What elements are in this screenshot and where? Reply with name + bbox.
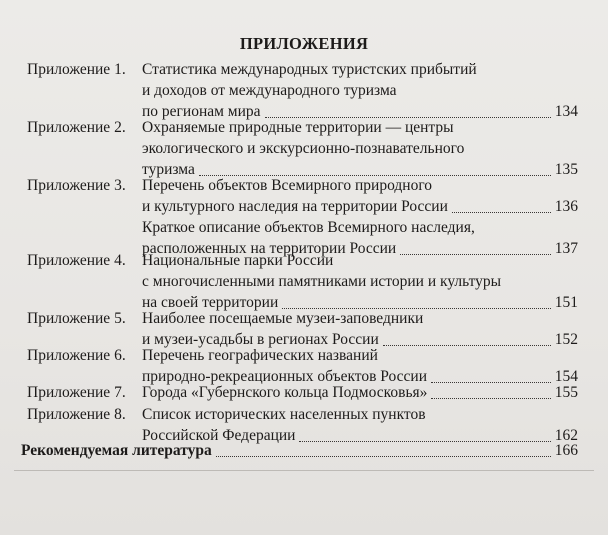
entry-line: Статистика международных туристских прибытий	[142, 61, 477, 78]
dot-leader	[216, 440, 551, 462]
entry-line: с многочисленными памятниками истории и культуры	[142, 273, 502, 290]
appendix-label: Приложение 5.	[27, 310, 126, 327]
page-rule	[14, 470, 594, 471]
entry-line: и музеи-усадьбы в регионах России	[142, 331, 379, 348]
entry-line: Российской Федерации	[142, 427, 296, 444]
appendix-label: Приложение 7.	[27, 384, 126, 401]
entry-line: Охраняемые природные территории — центры	[142, 119, 454, 136]
appendix-label: Приложение 4.	[27, 252, 126, 269]
page-number: 155	[554, 384, 578, 401]
entry-line: Список исторических населенных пунктов	[142, 406, 426, 423]
entry-line: расположенных на территории России	[142, 240, 397, 257]
appendix-label: Приложение 6.	[27, 347, 126, 364]
entry-line: туризма	[142, 161, 195, 178]
entry-line: и доходов от международного туризма	[142, 82, 397, 99]
appendix-label: Приложение 8.	[27, 406, 126, 423]
literature-label: Рекомендуемая литература	[21, 442, 212, 459]
appendix-label: Приложение 1.	[27, 61, 126, 78]
entry-line: Перечень объектов Всемирного природного	[142, 177, 433, 194]
appendix-label: Приложение 3.	[27, 177, 126, 194]
entry-line: Национальные парки России	[142, 252, 334, 269]
page-number: 151	[554, 294, 578, 311]
entry-line: Краткое описание объектов Всемирного наследия,	[142, 219, 475, 236]
page-number: 135	[554, 161, 578, 178]
page-number: 154	[554, 368, 578, 385]
page-number: 152	[554, 331, 578, 348]
entry-line-with-page	[142, 196, 578, 218]
entry-line-with-page	[142, 382, 578, 404]
entry-line: природно-рекреационных объектов России	[142, 368, 428, 385]
appendix-label: Приложение 2.	[27, 119, 126, 136]
entry-line: экологического и экскурсионно-познавательного	[142, 140, 465, 157]
page-number: 166	[554, 442, 578, 459]
page-number: 136	[554, 198, 578, 215]
toc-entry-literature	[21, 440, 578, 462]
page-title: ПРИЛОЖЕНИЯ	[239, 34, 369, 53]
entry-line: Перечень географических названий	[142, 347, 378, 364]
entry-line: по регионам мира	[142, 103, 261, 120]
entry-line: и культурного наследия на территории России	[142, 198, 448, 215]
dot-leader	[452, 196, 551, 218]
page-number: 162	[554, 427, 578, 444]
entry-line: Города «Губернского кольца Подмосковья»	[142, 384, 428, 401]
dot-leader	[431, 382, 550, 404]
entry-line: Наиболее посещаемые музеи-заповедники	[142, 310, 424, 327]
page-number: 137	[554, 240, 578, 257]
entry-line: на своей территории	[142, 294, 279, 311]
page-number: 134	[554, 103, 578, 120]
